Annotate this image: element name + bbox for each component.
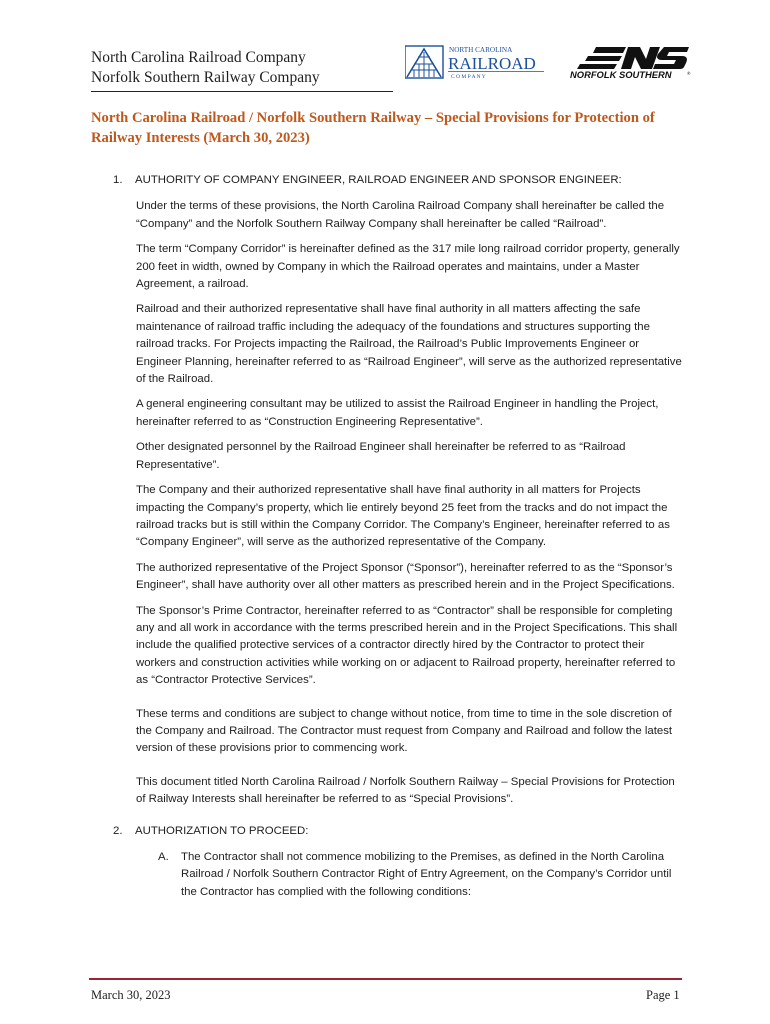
document-body (91, 172, 691, 901)
company-name-ns: Norfolk Southern Railway Company (91, 69, 320, 86)
paragraph: Other designated personnel by the Railroad Engineer shall hereinafter be referred to as “Railroad Representative”. (136, 441, 626, 471)
paragraph: Under the terms of these provisions, the North Carolina Railroad Company shall hereinafter be called the “Company” and the Norfolk Southern Railway Company shall hereinafter be called “Railroad”. (136, 200, 665, 230)
ncrr-logo (405, 44, 547, 80)
ncrr-logo-main: RAILROAD (448, 54, 536, 73)
ns-logo-icon (577, 47, 689, 69)
subitem-a (91, 849, 681, 901)
company-names-block (91, 48, 393, 92)
paragraph: These terms and conditions are subject to change without notice, from time to time in the sole discretion of the Company and Railroad. The Contractor must request from Company and Railroad and follow the latest version of these provisions prior to commencing work. (136, 707, 673, 755)
ns-logo (568, 44, 692, 80)
paragraph: The Sponsor’s Prime Contractor, hereinafter referred to as “Contractor” shall be responsible for completing any and all work in accordance with the terms prescribed herein and in the Project Specifications. This shall include the qualified protective services of a contractor directly hired by the Contractor to protect their workers and construction activities while working on or adjacent to Railroad property, hereinafter referred to as “Contractor Protective Services”. (136, 604, 678, 687)
section-heading-text: AUTHORITY OF COMPANY ENGINEER, RAILROAD ENGINEER AND SPONSOR ENGINEER: (135, 174, 622, 186)
footer-rule (89, 978, 682, 980)
ncrr-logo-top: NORTH CAROLINA (449, 46, 513, 54)
subitem-letter: A. (158, 851, 169, 863)
section-1-heading (91, 172, 691, 189)
paragraph: This document titled North Carolina Railroad / Norfolk Southern Railway – Special Provisions for Protection of Railway Interests shall hereinafter be referred to as “Special Provisions”. (136, 775, 675, 806)
ncrr-logo-sub: C O M P A N Y (451, 74, 486, 80)
paragraph: Railroad and their authorized representative shall have final authority in all matters affecting the safe maintenance of railroad traffic including the adequacy of the foundations and structures supporting the railroad tracks. For Projects impacting the Railroad, the Railroad’s Public Improvements Engineer or Engineer Planning, hereinafter referred to as “Railroad Engineer”, will serve as the authorized representative of the Railroad. (136, 303, 682, 386)
paragraph: The authorized representative of the Project Sponsor (“Sponsor”), hereinafter referred to as the “Sponsor’s Engineer”, shall have authority over all other matters as prescribed herein and in the Project Specifications. (136, 561, 675, 592)
page-number: Page 1 (646, 988, 680, 1002)
section-heading-text: AUTHORIZATION TO PROCEED: (135, 824, 309, 837)
company-name-ncrr: North Carolina Railroad Company (91, 49, 306, 66)
paragraph: The Company and their authorized representative shall have final authority in all matters for Projects impacting the Company’s property, which lie entirely beyond 25 feet from the tracks and do not impact the railroad tracks but is still within the Company Corridor. The Company’s Engineer, hereinafter referred to as “Company Engineer”, will serve as the authorized representative of the Company. (136, 484, 670, 549)
railroad-bridge-logo-icon (405, 46, 443, 78)
subitem-text: The Contractor shall not commence mobilizing to the Premises, as defined in the North Carolina Railroad / Norfolk Southern Contractor Right of Entry Agreement, on the Company’s Corridor until the Contractor has complied with the following conditions: (181, 851, 672, 898)
paragraph: The term “Company Corridor” is hereinafter defined as the 317 mile long railroad corridor property, generally 200 feet in width, owned by Company in which the Railroad operates and maintains, under a Master Agreement, a railroad. (136, 243, 680, 291)
paragraph: A general engineering consultant may be utilized to assist the Railroad Engineer in handling the Project, hereinafter referred to as “Construction Engineering Representative”. (136, 398, 659, 428)
svg-text:®: ® (687, 71, 691, 76)
section-2-heading (91, 823, 691, 840)
footer-date: March 30, 2023 (91, 988, 171, 1002)
ns-logo-name: NORFOLK SOUTHERN (570, 69, 672, 80)
section-number: 1. (113, 174, 123, 186)
document-title: North Carolina Railroad / Norfolk Southern Railway – Special Provisions for Protection of Railway Interests (March 30, 2023) (91, 110, 655, 146)
section-number: 2. (113, 824, 123, 837)
